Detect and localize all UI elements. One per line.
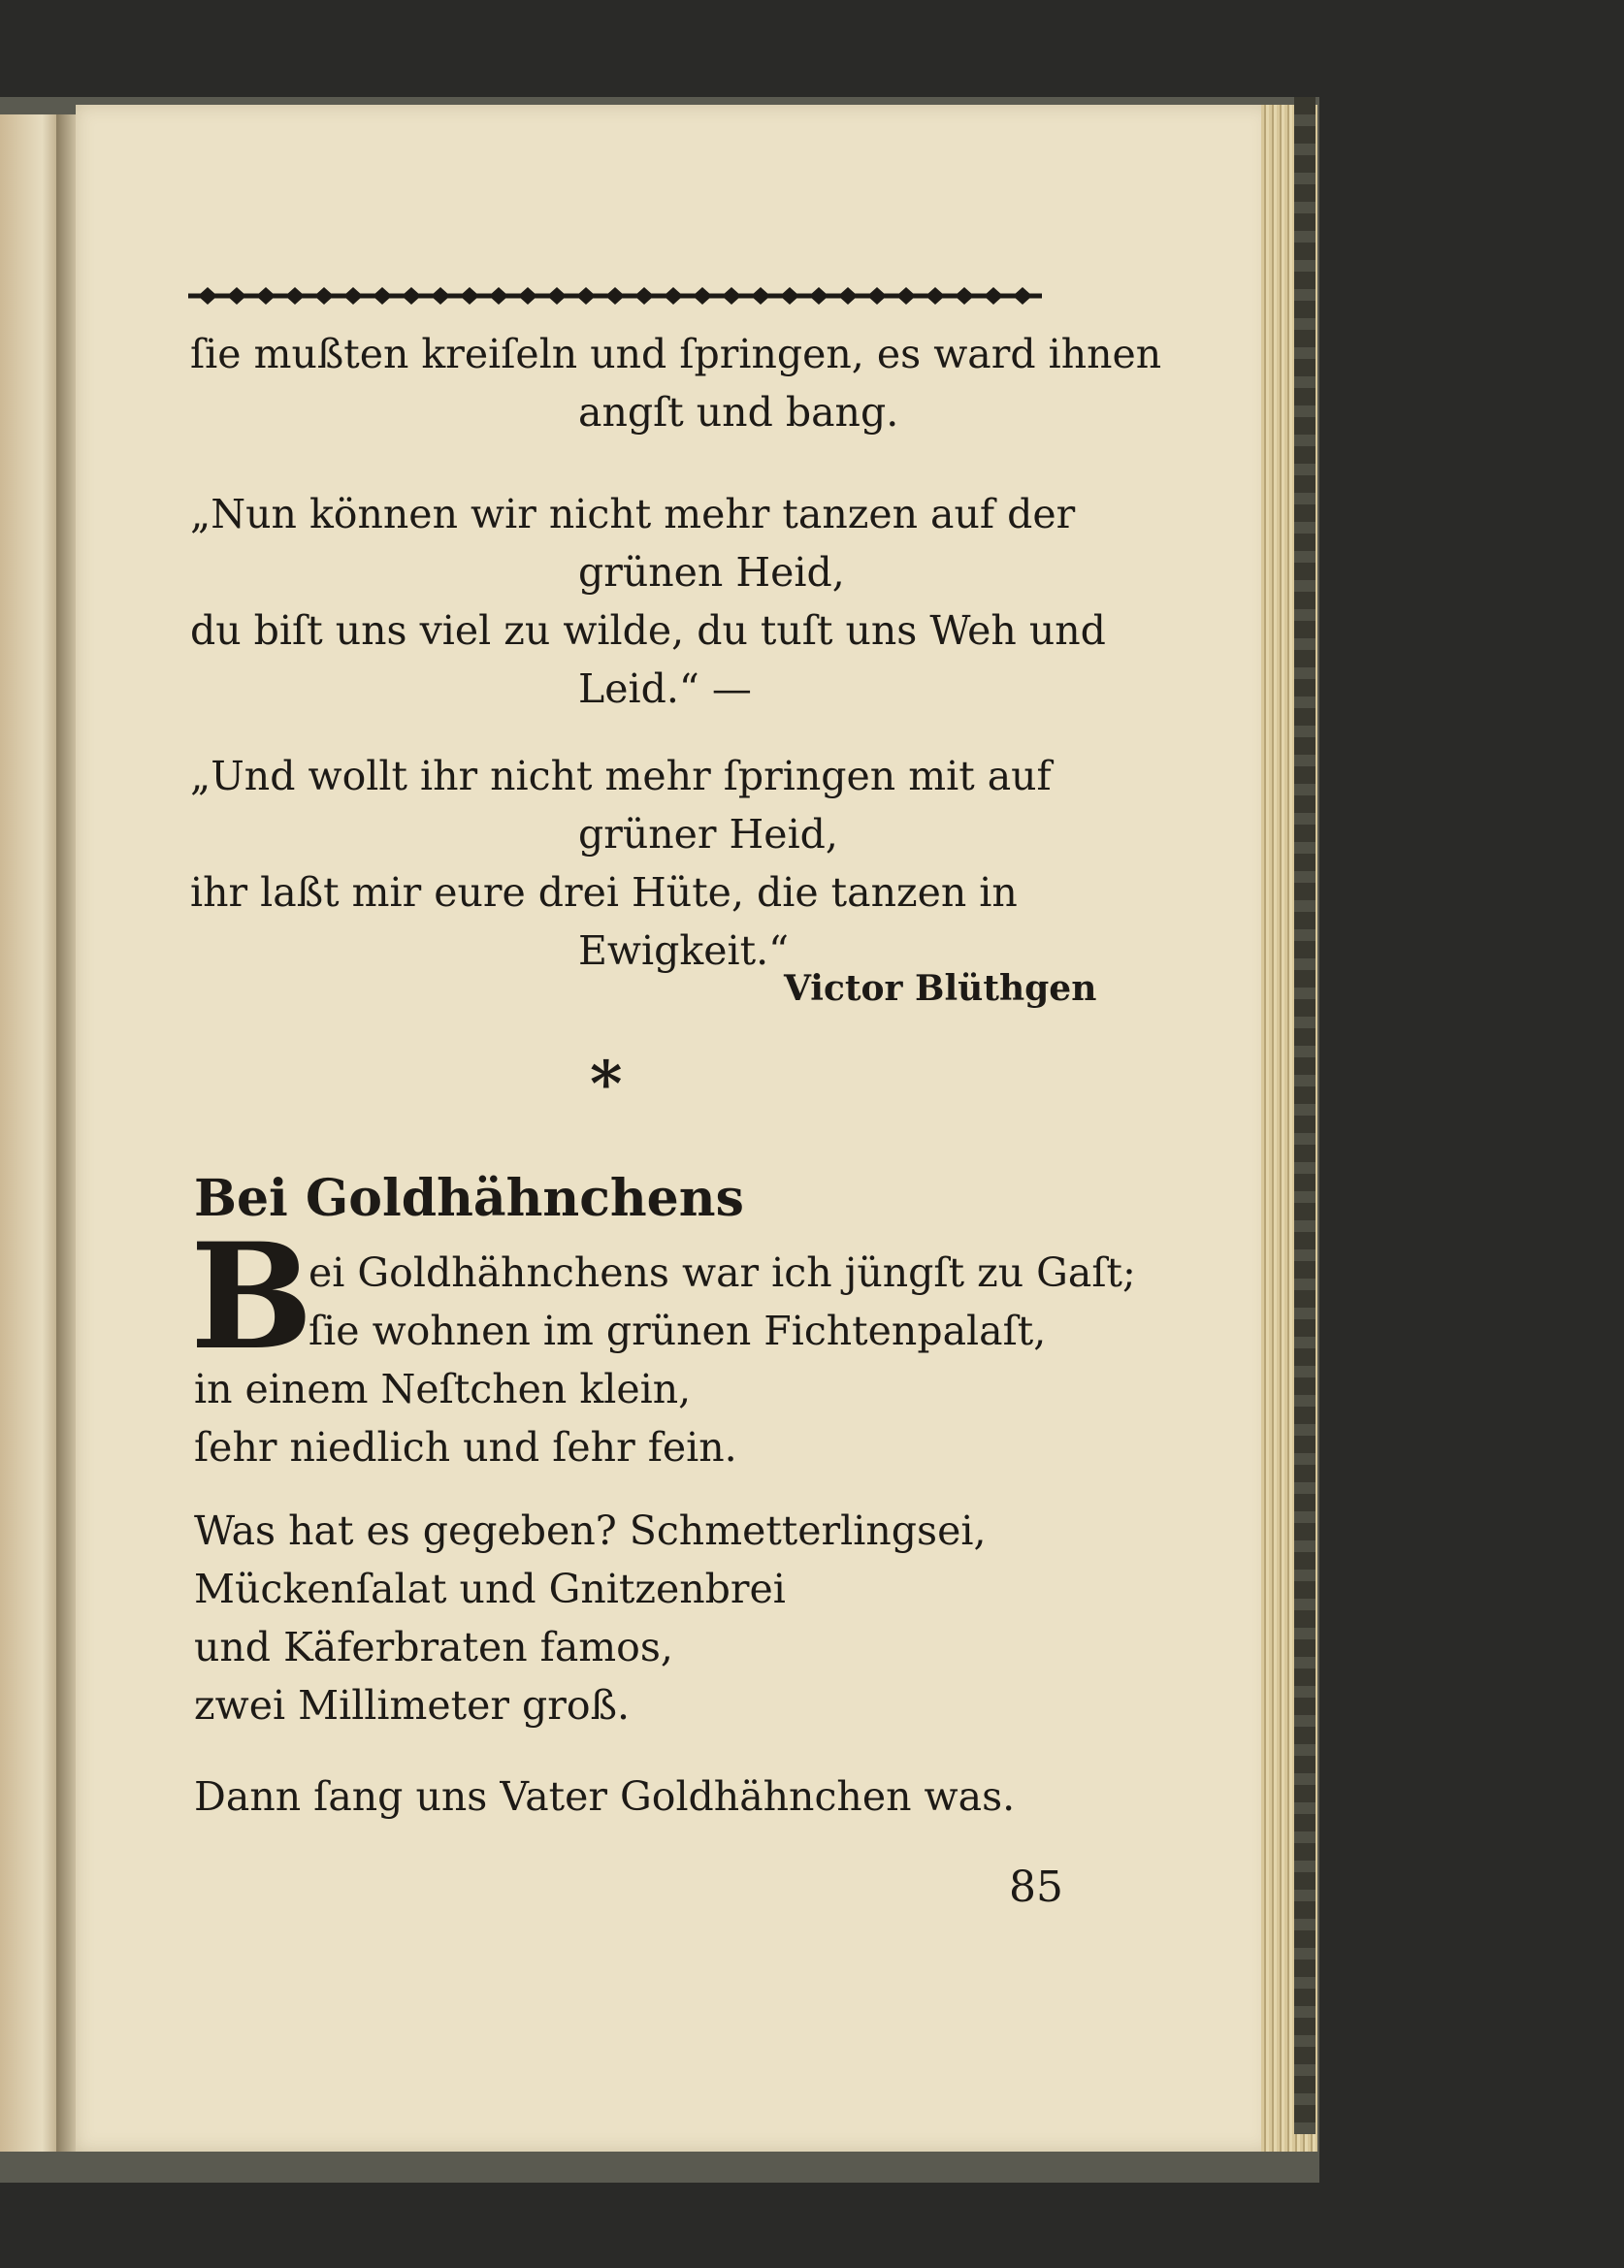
verse-line: ſie wohnen im grünen Fichtenpalaſt, (309, 1308, 1047, 1354)
poem-first-lines (309, 1244, 1136, 1360)
verse-line: „Und wollt ihr nicht mehr ſpringen mit auf (190, 753, 1052, 799)
verse-line: ei Goldhähnchens war ich jüngſt zu Gaſt; (309, 1249, 1136, 1296)
stanza-2 (190, 485, 1106, 718)
verse-line: zwei Millimeter groß. (194, 1682, 630, 1729)
verse-line: ihr laßt mir eure drei Hüte, die tanzen in (190, 869, 1018, 916)
ornament-rule (188, 281, 1042, 310)
verse-line: und Käferbraten famos, (194, 1624, 673, 1670)
poem-title: Bei Goldhähnchens (194, 1169, 744, 1228)
board-edge (1294, 97, 1315, 2134)
drop-cap: B (190, 1212, 313, 1382)
verse-line: grünen Heid, (578, 549, 845, 596)
poem-following-lines (194, 1360, 737, 1476)
verse-line: ſie mußten kreiſeln und ſpringen, es ward ihnen (190, 331, 1162, 377)
verse-line: du biſt uns viel zu wilde, du tuſt uns Weh und (190, 607, 1106, 654)
verse-line: Was hat es gegeben? Schmetterlingsei, (194, 1507, 987, 1554)
left-page (0, 114, 60, 2152)
separator-asterisk: * (590, 1048, 623, 1120)
page-number: 85 (1009, 1863, 1063, 1912)
stanza-1 (190, 325, 1161, 441)
verse-line: angſt und bang. (578, 389, 899, 436)
verse-line: ſehr niedlich und ſehr fein. (194, 1424, 737, 1471)
verse-line: Leid.“ — (578, 665, 752, 712)
verse-line: in einem Neſtchen klein, (194, 1366, 692, 1412)
author-credit: Victor Blüthgen (784, 968, 1097, 1009)
verse-line: „Nun können wir nicht mehr tanzen auf der (190, 491, 1076, 537)
verse-line: Ewigkeit.“ (578, 927, 790, 974)
verse-line: grüner Heid, (578, 811, 838, 858)
poem-stanza-2 (194, 1502, 986, 1734)
stanza-3 (190, 747, 1052, 980)
verse-line: Mückenſalat und Gnitzenbrei (194, 1566, 786, 1612)
poem-last-line: Dann ſang uns Vater Goldhähnchen was. (194, 1773, 1016, 1820)
